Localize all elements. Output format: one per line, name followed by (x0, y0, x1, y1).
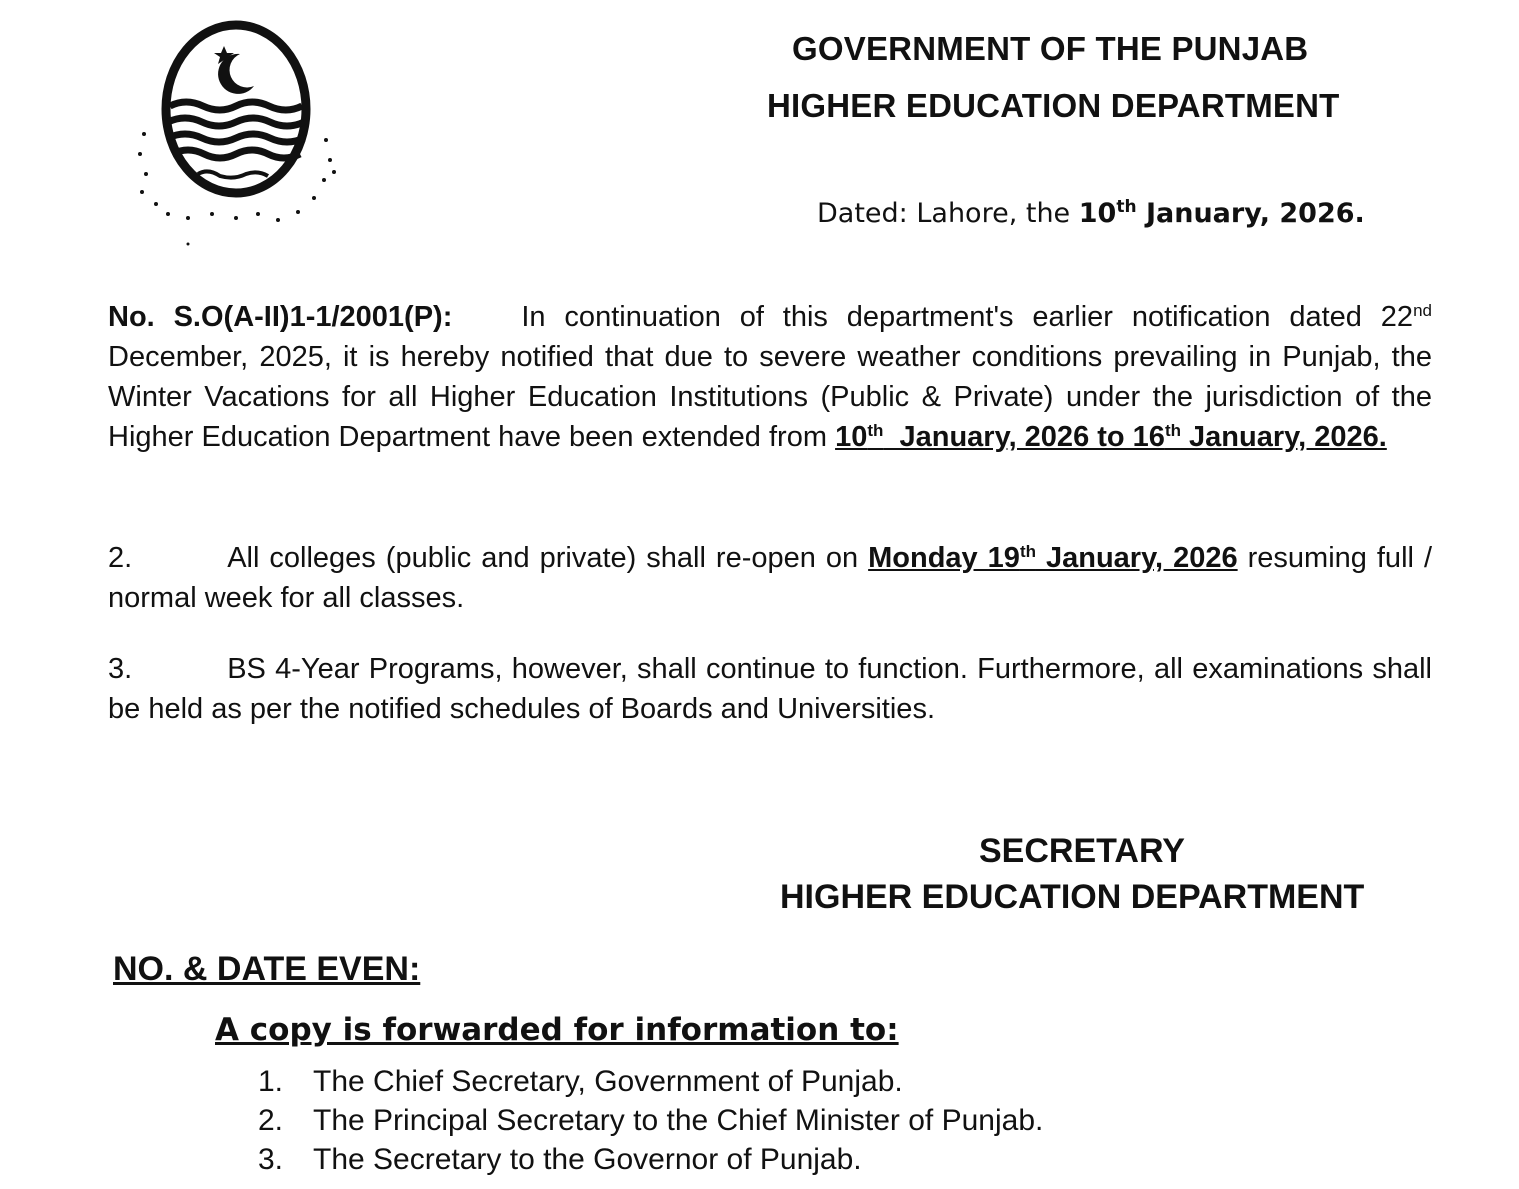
list-text: The Principal Secretary to the Chief Minister of Punjab. (313, 1104, 1044, 1137)
dated-day: 10 (1078, 198, 1117, 229)
from-sup: th (867, 421, 884, 440)
dated-line (817, 198, 1365, 229)
para2-num: 2. (108, 542, 133, 574)
para2-text-a: All colleges (public and private) shall re-open on (227, 542, 869, 574)
list-number: 1. (258, 1065, 284, 1098)
signature-department: HIGHER EDUCATION DEPARTMENT (780, 878, 1365, 916)
recipient-list (258, 1062, 1043, 1179)
dated-rest: January, 2026. (1145, 198, 1365, 229)
list-text: The Chief Secretary, Government of Punjab. (313, 1065, 903, 1098)
list-item (258, 1140, 1043, 1179)
punjab-emblem-icon (128, 14, 352, 254)
no-date-even: NO. & DATE EVEN: (113, 950, 421, 988)
para3-num: 3. (108, 653, 133, 685)
list-number: 3. (258, 1143, 284, 1176)
from-rest: January, 2026 to 16 (883, 421, 1165, 453)
paragraph-1 (108, 297, 1432, 457)
notification-ref: No. S.O(A-II)1-1/2001(P): (108, 301, 453, 333)
list-item (258, 1062, 1043, 1101)
from-day: 10 (835, 421, 868, 453)
para1-sup-a: nd (1413, 301, 1432, 320)
vacation-period (835, 421, 1387, 453)
signature-title: SECRETARY (979, 832, 1185, 870)
list-item (258, 1101, 1043, 1140)
reopen-date (868, 542, 1238, 574)
to-rest: January, 2026. (1180, 421, 1387, 453)
header-department: HIGHER EDUCATION DEPARTMENT (767, 87, 1340, 124)
para1-text-a: In continuation of this department's earlier notification dated 22 (521, 301, 1414, 333)
copy-forwarded-heading: A copy is forwarded for information to: (215, 1012, 899, 1048)
dated-day-sup: th (1116, 197, 1137, 217)
para3-text: BS 4-Year Programs, however, shall continue to function. Furthermore, all examinations shall be held as per the notified schedules of Boards and Universities. (108, 653, 1432, 725)
reopen-date-a: Monday 19 (868, 542, 1020, 574)
para1-text-b: December, 2025, it is hereby notified that due to severe weather conditions prevailing in Punjab, the Winter Vacations for all Higher Education Institutions (Public & Private) under the jurisdiction of the Higher Education Department have been extended from (108, 341, 1432, 453)
para2-text-b: resuming full / normal week for all classes. (108, 542, 1432, 614)
list-text: The Secretary to the Governor of Punjab. (313, 1143, 862, 1176)
paragraph-3 (108, 649, 1432, 729)
to-sup: th (1164, 421, 1181, 440)
reopen-date-b: January, 2026 (1035, 542, 1238, 574)
paragraph-2 (108, 538, 1432, 618)
header-government: GOVERNMENT OF THE PUNJAB (792, 30, 1309, 67)
reopen-date-sup: th (1019, 542, 1036, 561)
dated-prefix: Dated: Lahore, the (817, 198, 1079, 229)
list-number: 2. (258, 1104, 284, 1137)
